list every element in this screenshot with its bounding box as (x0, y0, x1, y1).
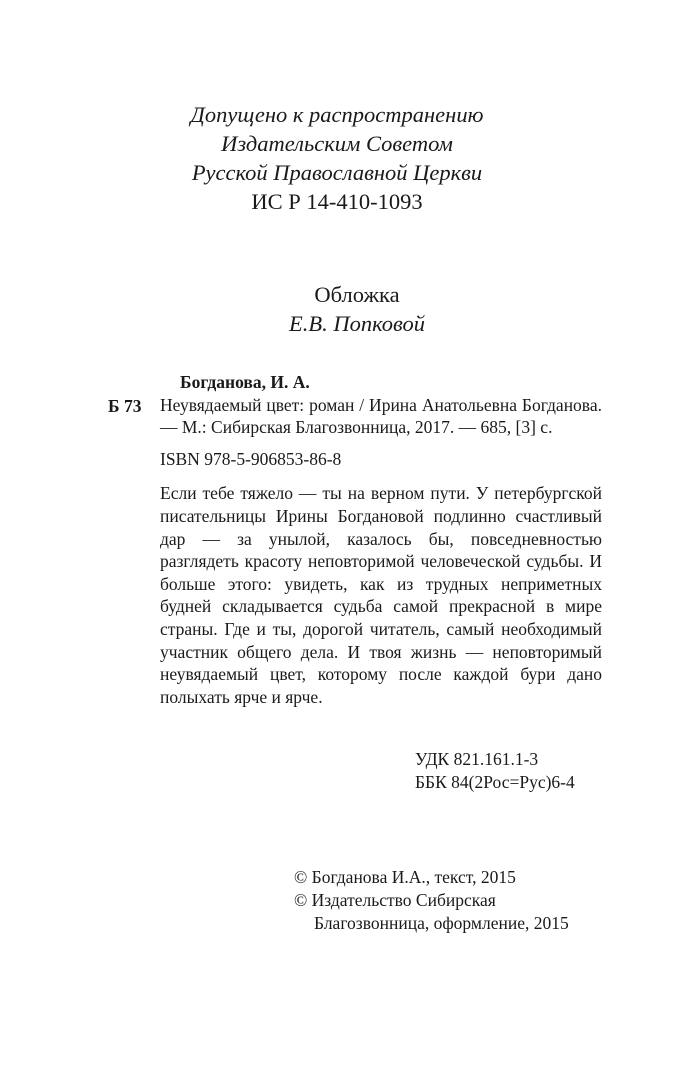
bbk-code: ББК 84(2Рос=Рус)6-4 (415, 771, 575, 792)
cover-label: Обложка (314, 282, 400, 307)
isbn: ISBN 978-5-906853-86-8 (160, 448, 342, 469)
cover-credit-block (0, 280, 674, 338)
annotation: Если тебе тяжело — ты на верном пути. У петербургской писательницы Ирины Богдановой подлинно счастливый дар — за унылой, казалось бы, повседневностью разглядеть красоту неповторимой человеческой судьбы. И больше этого: увидеть, как из трудных неприметных будней складывается судьба самой прекрасной в мире страны. Где и ты, дорогой читатель, самый необходимый участник общего дела. И твоя жизнь — неповторимый неувядаемый цвет, которому после каждой бури дано полыхать ярче и ярче. (160, 483, 602, 707)
copyright-line-3: Благозвонница, оформление, 2015 (314, 913, 569, 933)
cover-artist: Е.В. Попковой (289, 311, 425, 336)
author-heading: Богданова, И. А. (180, 372, 310, 392)
approval-line-2: Издательским Советом (221, 131, 453, 156)
udk-code: УДК 821.161.1-3 (415, 749, 539, 769)
church-approval-block (0, 100, 674, 216)
copyright-line-1: © Богданова И.А., текст, 2015 (294, 867, 516, 887)
bibliographic-description: Неувядаемый цвет: роман / Ирина Анатольевна Богданова. — М.: Сибирская Благозвонница, 2017. — 685, [3] с. (160, 394, 602, 438)
approval-line-3: Русской Православной Церкви (191, 160, 483, 185)
copyright-block (294, 866, 604, 935)
approval-code: ИС Р 14-410-1093 (251, 189, 423, 214)
approval-line-1: Допущено к распространению (190, 102, 484, 127)
classification-codes (415, 748, 575, 793)
author-sign: Б 73 (108, 396, 142, 416)
copyright-line-2: © Издательство Сибирская (294, 890, 496, 910)
bibliographic-entry (160, 371, 602, 708)
